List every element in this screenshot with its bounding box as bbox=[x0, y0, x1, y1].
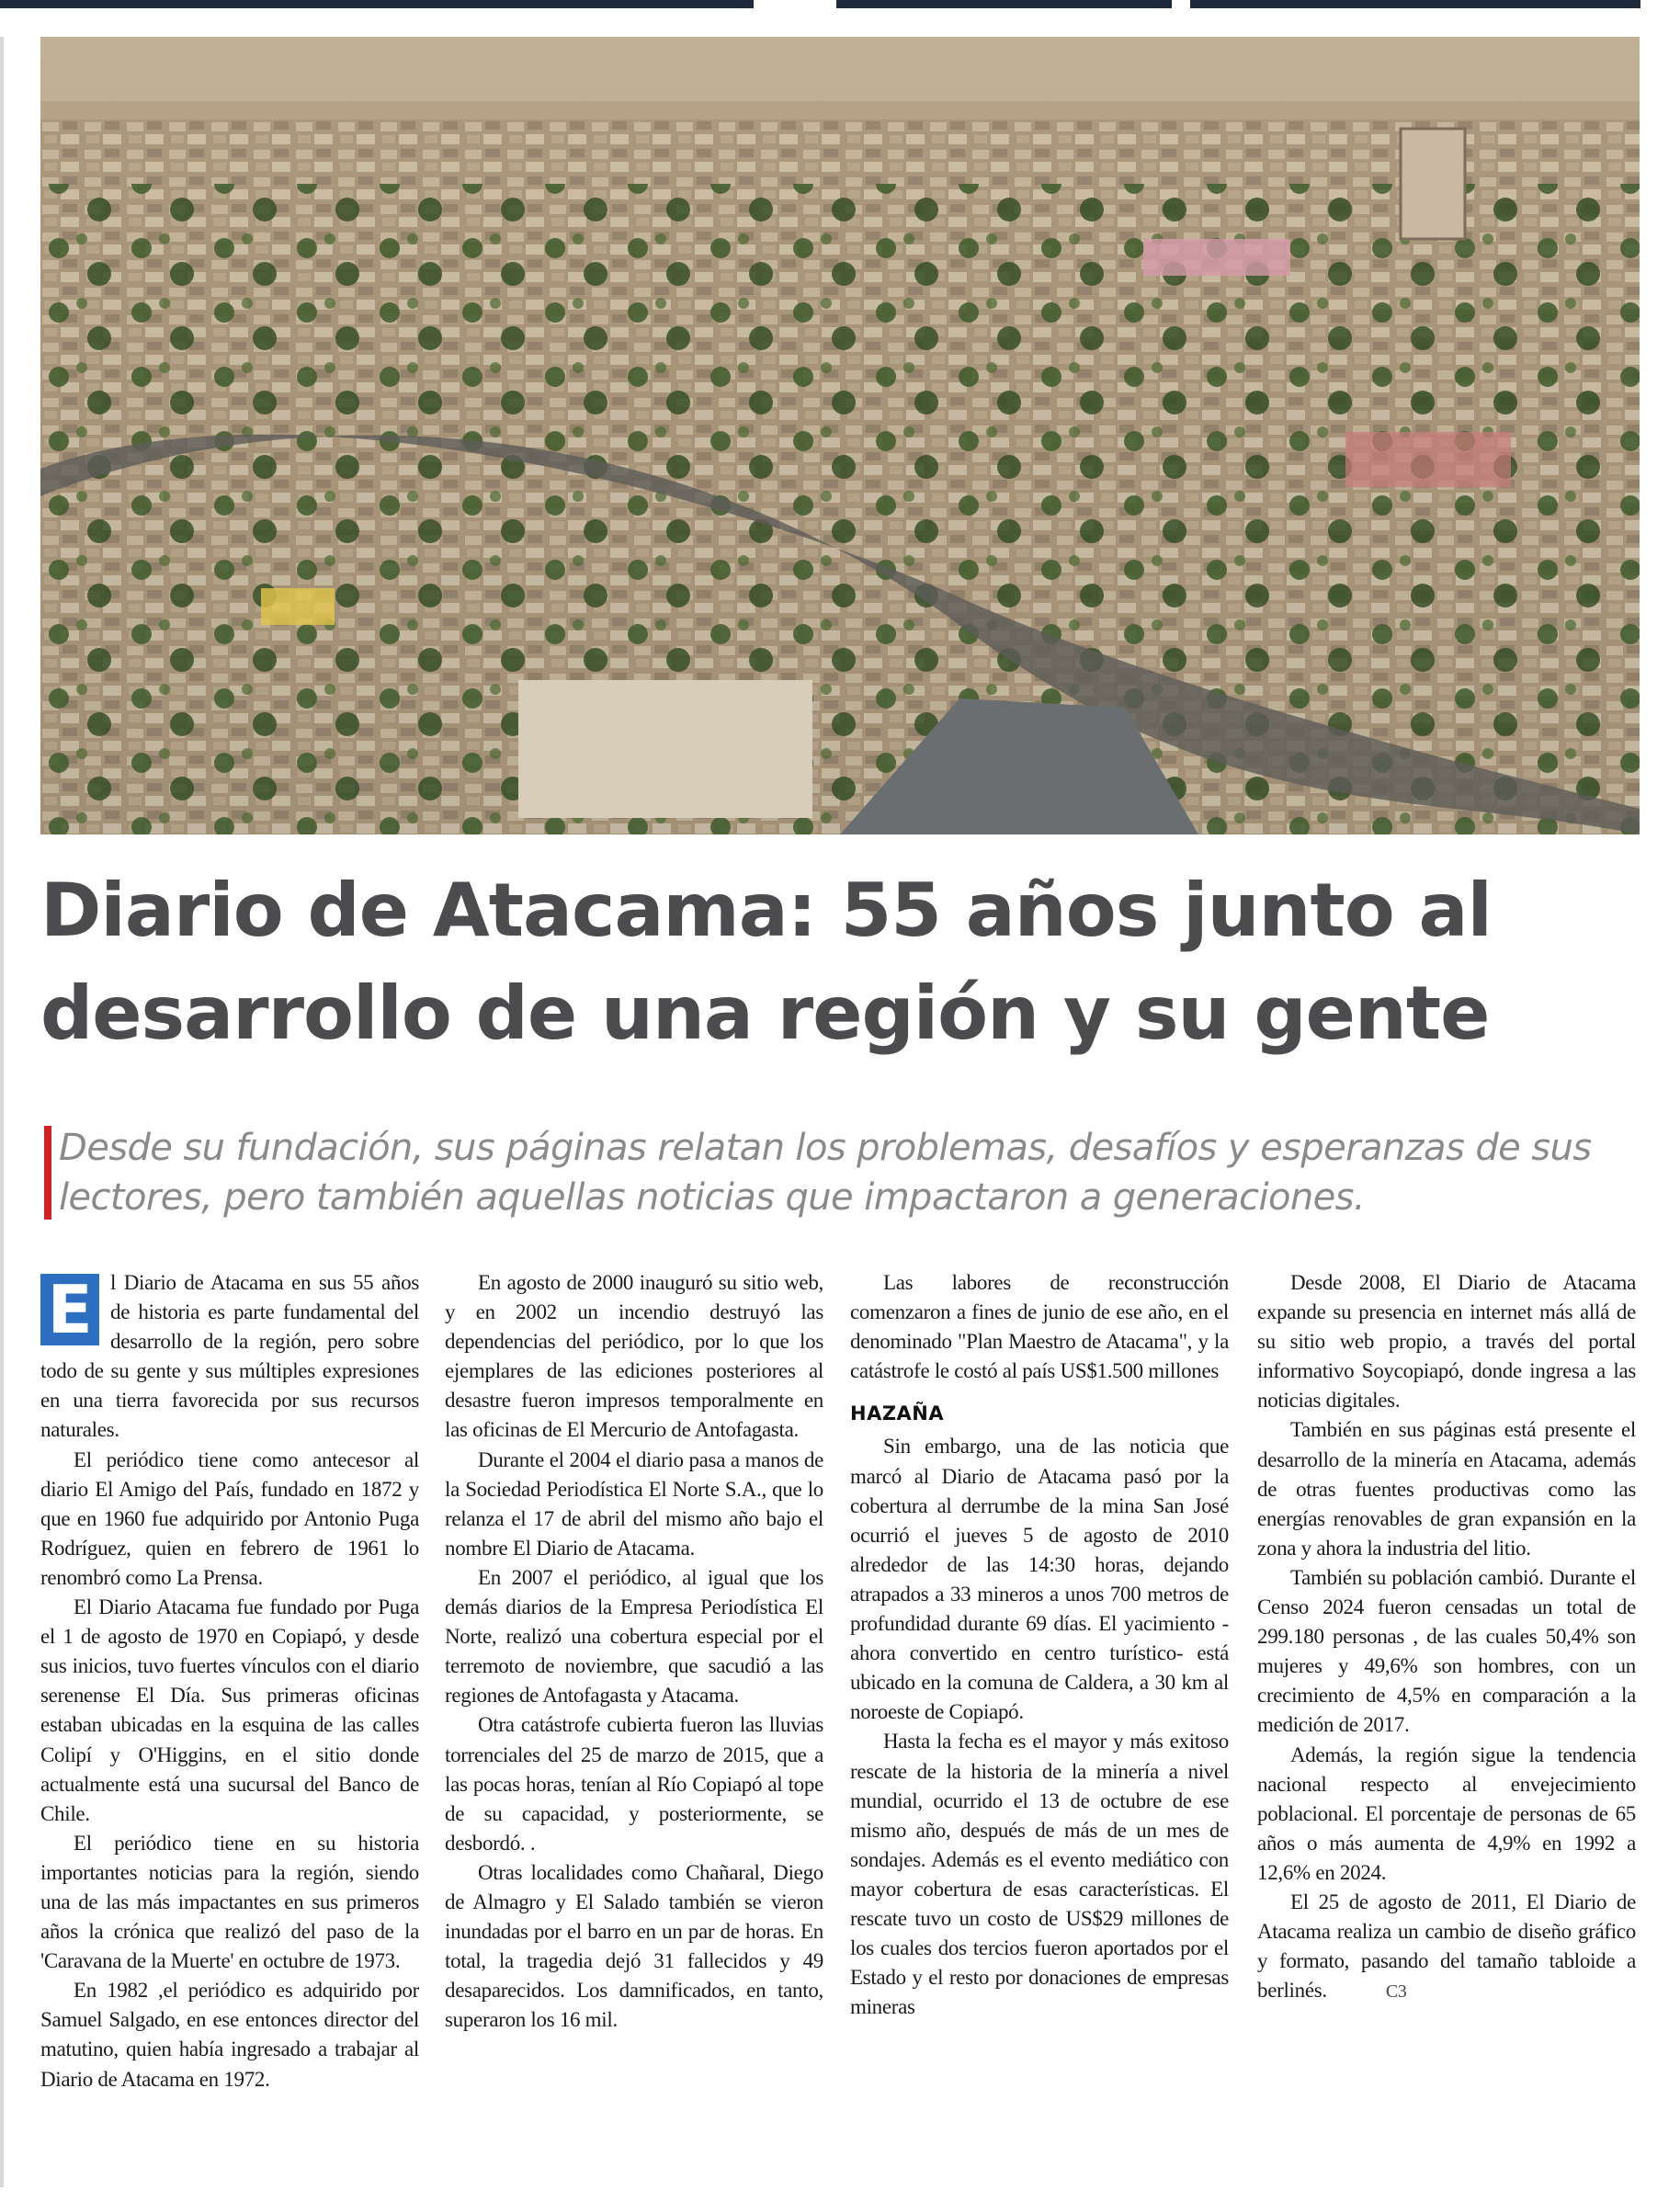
paragraph: El periódico tiene como antecesor al diario El Amigo del País, fundado en 1872 y que en 1960 fue adquirido por Antonio Puga Rodríguez, quien en febrero de 1961 lo renombró como La Prensa. bbox=[40, 1447, 419, 1589]
paragraph: También su población cambió. Durante el Censo 2024 fueron censadas un total de 299.180 personas , de las cuales 50,4% son mujeres y 49,6% son hombres, con un crecimiento de 4,5% en comparación a la medición de 2017. bbox=[1257, 1565, 1636, 1737]
paragraph: También en sus páginas está presente el desarrollo de la minería en Atacama, además de otras fuentes productivas como las energías renovables de gran expansión en la zona y ahora la industria del litio. bbox=[1257, 1418, 1636, 1560]
paragraph: En 1982 ,el periódico es adquirido por Samuel Salgado, en ese entonces director del matutino, quien había ingresado a trabajar al Diario de Atacama en 1972. bbox=[40, 1979, 419, 2091]
paragraph: Desde 2008, El Diario de Atacama expande su presencia en internet más allá de su sitio web propio, a través del portal informativo Soycopiapó, donde ingresa a las noticias digitales. bbox=[1257, 1271, 1636, 1413]
section-heading: HAZAÑA bbox=[850, 1402, 945, 1425]
text-column-1 bbox=[40, 1268, 419, 2178]
paragraph: Además, la región sigue la tendencia nacional respecto al envejecimiento poblacional. El porcentaje de personas de 65 años o más aumenta de 4,9% en 1992 a 12,6% en 2024. bbox=[1257, 1742, 1636, 1884]
paragraph: Durante el 2004 el diario pasa a manos de la Sociedad Periodística El Norte S.A., que lo relanza el 17 de abril del mismo año bajo el nombre El Diario de Atacama. bbox=[445, 1447, 823, 1560]
drop-cap: E bbox=[40, 1274, 99, 1345]
paragraph bbox=[1257, 1888, 1636, 2006]
article-deck: Desde su fundación, sus páginas relatan los problemas, desafíos y esperanzas de sus lectores, pero también aquellas noticias que impactaron a generaciones. bbox=[59, 1127, 1592, 1219]
paragraph: El periódico tiene en su historia importantes noticias para la región, siendo una de las más impactantes en sus primeros años la crónica que realizó del paso de la 'Caravana de la Muerte' en octubre de 1973. bbox=[40, 1831, 419, 1973]
paragraph: Otras localidades como Chañaral, Diego de Almagro y El Salado también se vieron inundadas por el barro en un par de horas. En total, la tragedia dejó 31 fallecidos y 49 desaparecidos. Los damnificados, en tanto, superaron los 16 mil. bbox=[445, 1860, 823, 2032]
paragraph: Las labores de reconstrucción comenzaron a fines de junio de ese año, en el denominado "Plan Maestro de Atacama", y la catástrofe le costó al país US$1.500 millones bbox=[850, 1271, 1229, 1383]
paragraph: El Diario Atacama fue fundado por Puga el 1 de agosto de 1970 en Copiapó, y desde sus inicios, tuvo fuertes vínculos con el diario serenense El Día. Sus primeras oficinas estaban ubicadas en la esquina de las calles Colipí y O'Higgins, en el sitio donde actualmente está una sucursal del Banco de Chile. bbox=[40, 1595, 419, 1825]
article-headline: Diario de Atacama: 55 años junto al desarrollo de una región y su gente bbox=[40, 868, 1492, 1056]
paragraph-text: El 25 de agosto de 2011, El Diario de Atacama realiza un cambio de diseño gráfico y formato, pasando del tamaño tabloide a berlinés. bbox=[1257, 1890, 1636, 2003]
paragraph: En agosto de 2000 inauguró su sitio web, y en 2002 un incendio destruyó las dependencias del periódico, por lo que los ejemplares de las ediciones posteriores al desastre fueron impresos temporalmente en las oficinas de El Mercurio de Antofagasta. bbox=[445, 1271, 823, 1442]
end-mark: C3 bbox=[1385, 1981, 1407, 2003]
text-column-2 bbox=[445, 1268, 823, 2178]
photo-illustration bbox=[40, 37, 1640, 834]
paragraph: l Diario de Atacama en sus 55 años de historia es parte fundamental del desarrollo de la región, pero sobre todo de su gente y sus múltiples expresiones en una tierra favorecida por sus recursos naturales. bbox=[40, 1271, 419, 1442]
top-strip bbox=[0, 0, 1680, 8]
paragraph: Sin embargo, una de las noticia que marcó al Diario de Atacama pasó por la cobertura al derrumbe de la mina San José ocurrió el jueves 5 de agosto de 2010 alrededor de las 14:30 horas, dejando atrapados a 33 mineros a unos 700 metros de profundidad durante 69 días. El yacimiento -ahora convertido en centro turístico- está ubicado en la comuna de Caldera, a 30 km al noroeste de Copiapó. bbox=[850, 1435, 1229, 1724]
text-column-4 bbox=[1257, 1268, 1636, 2178]
aerial-city-photo bbox=[40, 37, 1640, 834]
paragraph: En 2007 el periódico, al igual que los demás diarios de la Empresa Periodística El Norte, realizó una cobertura especial por el terremoto de noviembre, que sacudió a las regiones de Antofagasta y Atacama. bbox=[445, 1565, 823, 1708]
paragraph: Hasta la fecha es el mayor y más exitoso rescate de la historia de la minería a nivel mundial, ocurrido el 13 de octubre de ese mismo año, después de más de un mes de sondajes. Además es el evento mediático con mayor cobertura de esas características. El rescate tuvo un costo de US$29 millones de los cuales dos tercios fueron aportados por el Estado y el resto por donaciones de empresas mineras bbox=[850, 1730, 1229, 2019]
deck-accent-bar bbox=[44, 1126, 51, 1220]
page-margin-rule bbox=[0, 37, 4, 2187]
paragraph: Otra catástrofe cubierta fueron las lluvias torrenciales del 25 de marzo de 2015, que a las pocas horas, tenían al Río Copiapó al tope de su capacidad, y posteriormente, se desbordó. . bbox=[445, 1713, 823, 1855]
text-column-3 bbox=[850, 1268, 1229, 2178]
